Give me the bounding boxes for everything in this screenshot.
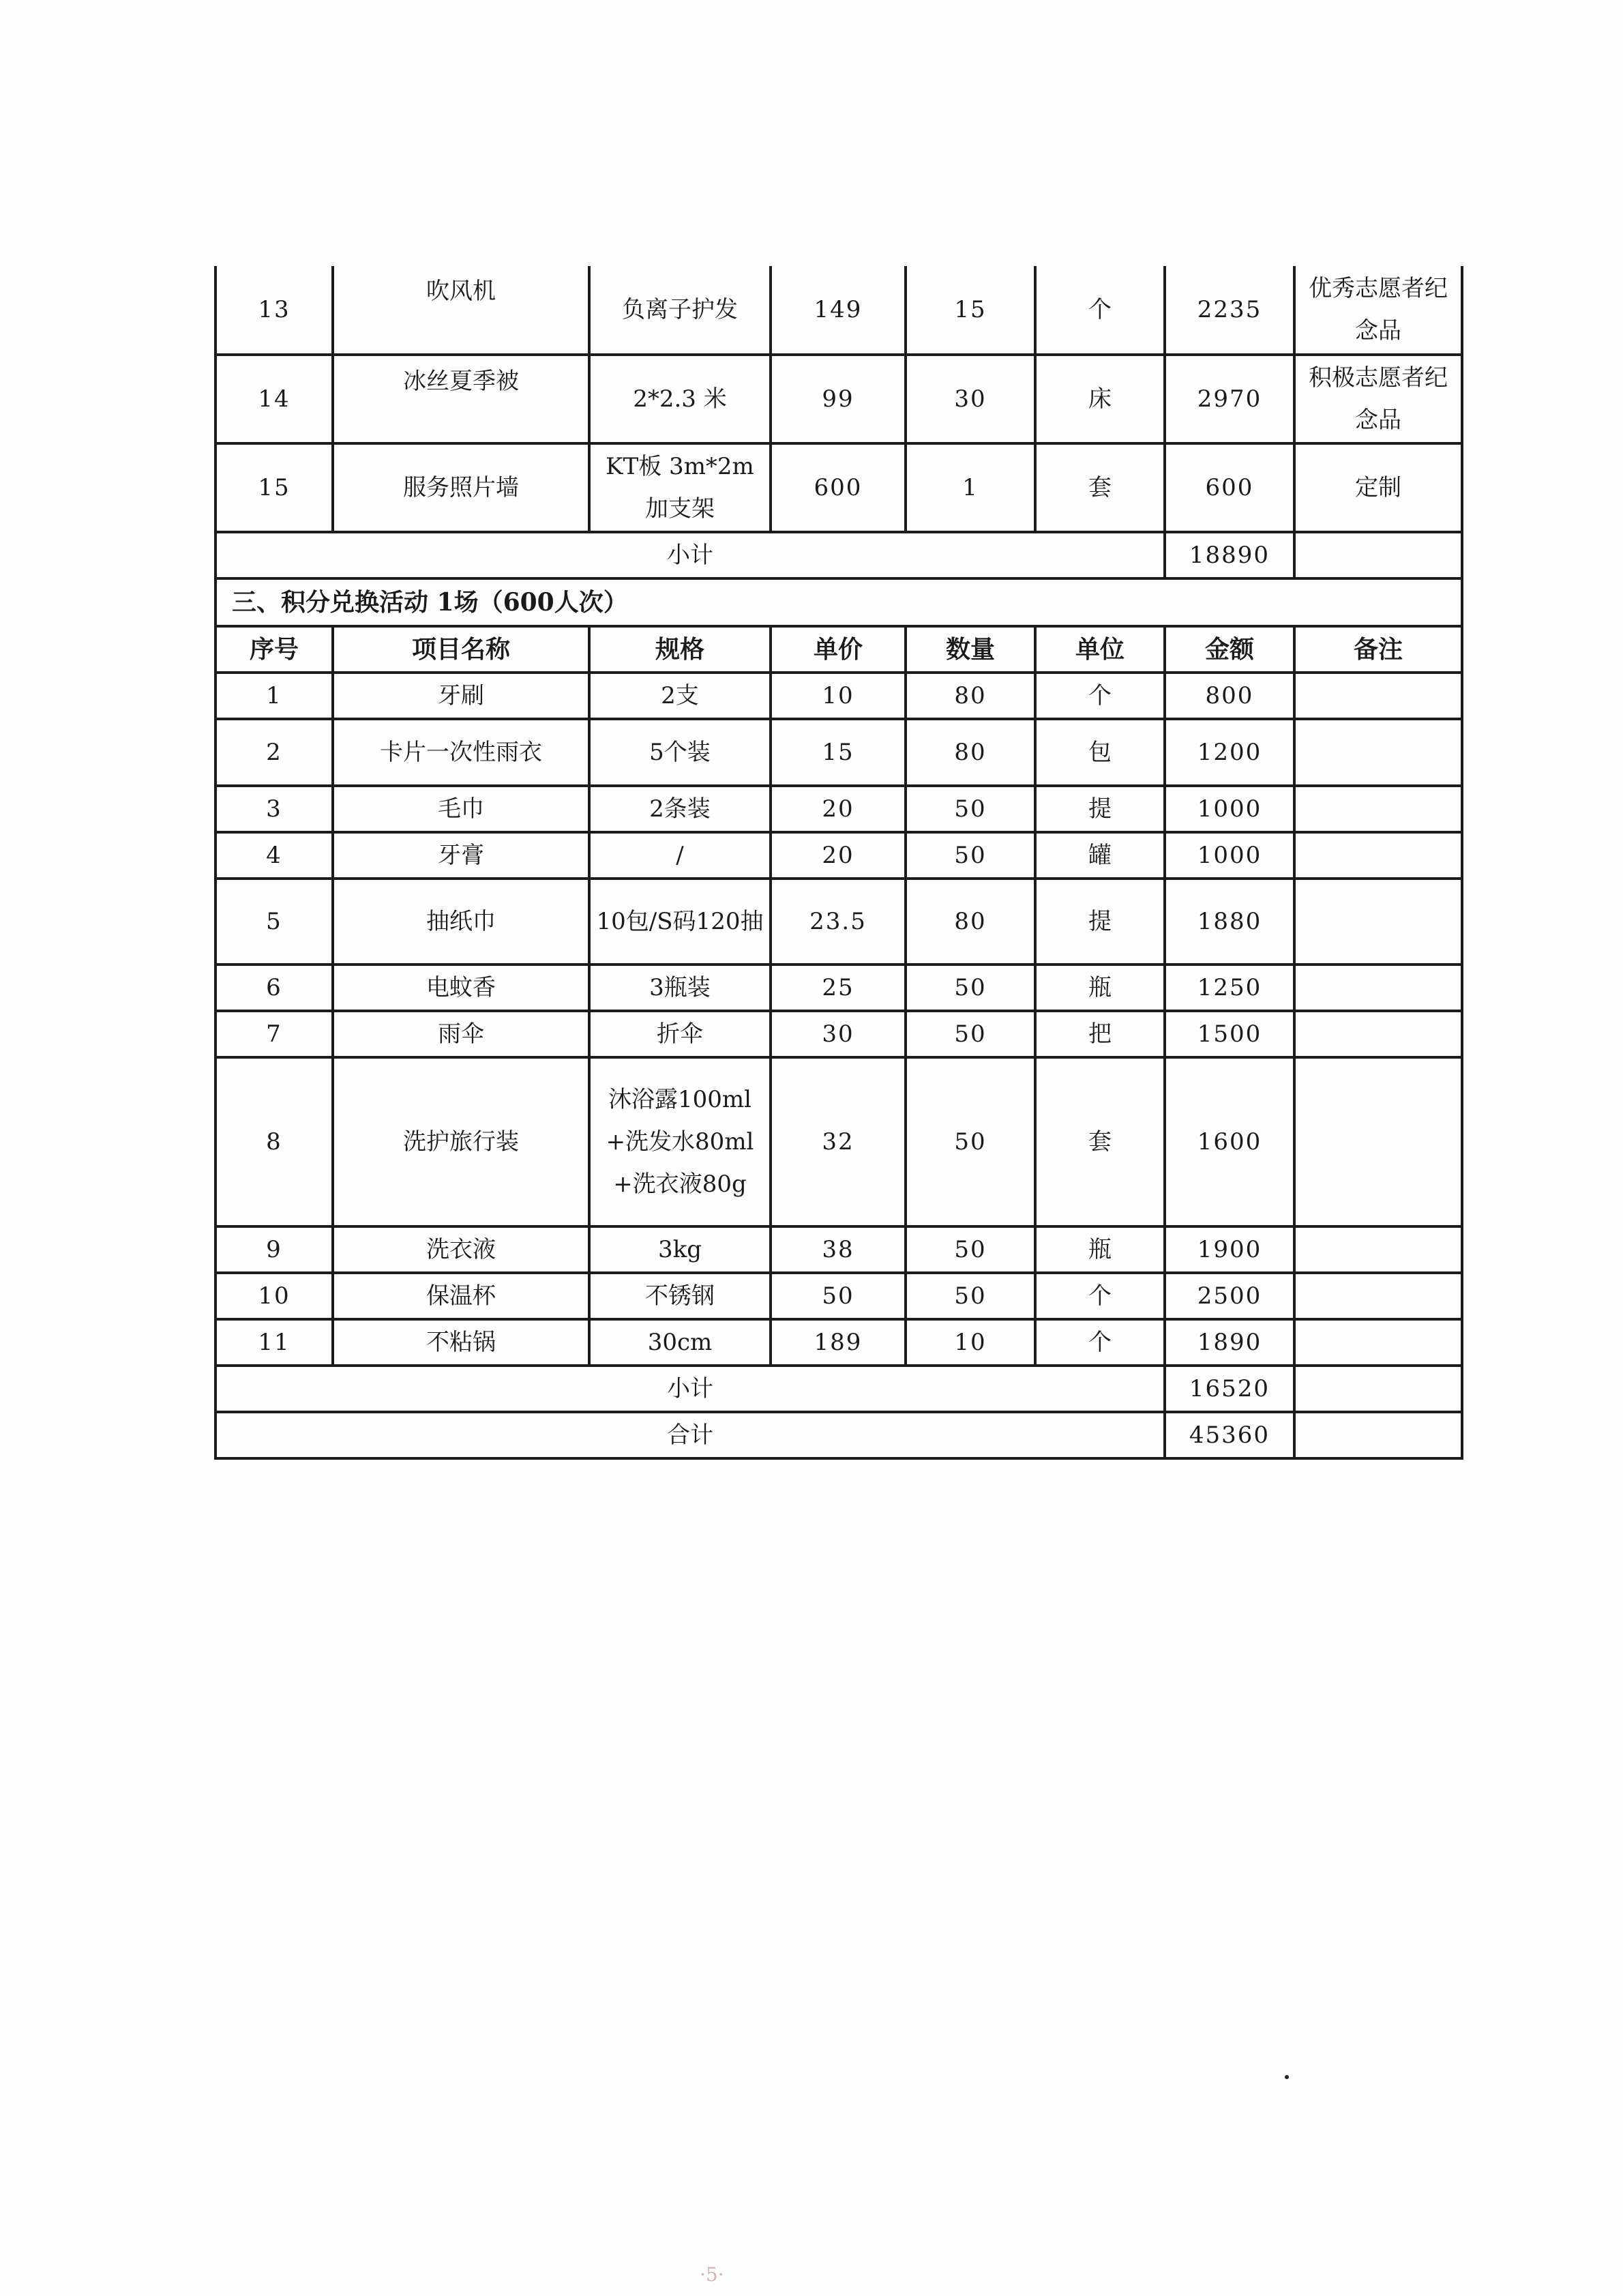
table-row bbox=[215, 965, 1462, 1011]
subtotal-row bbox=[215, 1366, 1462, 1412]
row-price: 20 bbox=[771, 786, 906, 832]
total-row bbox=[215, 1412, 1462, 1458]
row-qty: 80 bbox=[906, 673, 1035, 719]
row-name: 保温杯 bbox=[333, 1273, 589, 1319]
row-spec: 沐浴露100ml+洗发水80ml+洗衣液80g bbox=[589, 1057, 771, 1226]
row-price: 38 bbox=[771, 1226, 906, 1273]
row-spec: 折伞 bbox=[589, 1011, 771, 1057]
table-row bbox=[215, 786, 1462, 832]
section-title: 三、积分兑换活动 1场（600人次） bbox=[215, 578, 1462, 626]
row-spec: 负离子护发 bbox=[589, 266, 771, 355]
table-row bbox=[215, 673, 1462, 719]
subtotal-amount: 16520 bbox=[1165, 1366, 1294, 1412]
row-unit: 罐 bbox=[1035, 832, 1165, 879]
row-remark bbox=[1294, 879, 1462, 965]
row-remark bbox=[1294, 1057, 1462, 1226]
row-name: 服务照片墙 bbox=[333, 443, 589, 532]
table-row bbox=[215, 266, 1462, 355]
row-price: 189 bbox=[771, 1319, 906, 1366]
row-price: 99 bbox=[771, 355, 906, 443]
row-name: 不粘锅 bbox=[333, 1319, 589, 1366]
row-spec: 不锈钢 bbox=[589, 1273, 771, 1319]
row-price: 600 bbox=[771, 443, 906, 532]
table-row bbox=[215, 1319, 1462, 1366]
row-unit: 个 bbox=[1035, 1319, 1165, 1366]
row-unit: 套 bbox=[1035, 1057, 1165, 1226]
table-row bbox=[215, 1057, 1462, 1226]
page-footer-mark: ·5· bbox=[700, 2263, 724, 2286]
row-no: 9 bbox=[215, 1226, 333, 1273]
row-name: 洗护旅行装 bbox=[333, 1057, 589, 1226]
row-unit: 个 bbox=[1035, 673, 1165, 719]
row-qty: 50 bbox=[906, 1273, 1035, 1319]
row-remark bbox=[1294, 673, 1462, 719]
row-price: 10 bbox=[771, 673, 906, 719]
row-no: 3 bbox=[215, 786, 333, 832]
row-remark: 优秀志愿者纪念品 bbox=[1294, 266, 1462, 355]
header-amount: 金额 bbox=[1165, 626, 1294, 673]
row-spec: 10包/S码120抽 bbox=[589, 879, 771, 965]
budget-table bbox=[214, 266, 1463, 1460]
row-qty: 50 bbox=[906, 786, 1035, 832]
row-unit: 个 bbox=[1035, 1273, 1165, 1319]
table-header-row bbox=[215, 626, 1462, 673]
row-spec: 2条装 bbox=[589, 786, 771, 832]
table-row bbox=[215, 1273, 1462, 1319]
row-no: 5 bbox=[215, 879, 333, 965]
row-remark: 积极志愿者纪念品 bbox=[1294, 355, 1462, 443]
row-spec: 5个装 bbox=[589, 719, 771, 786]
subtotal-label: 小计 bbox=[215, 1366, 1165, 1412]
row-amount: 1600 bbox=[1165, 1057, 1294, 1226]
table-row bbox=[215, 355, 1462, 443]
row-remark bbox=[1294, 965, 1462, 1011]
row-amount: 1500 bbox=[1165, 1011, 1294, 1057]
row-spec: KT板 3m*2m加支架 bbox=[589, 443, 771, 532]
row-name: 雨伞 bbox=[333, 1011, 589, 1057]
row-no: 14 bbox=[215, 355, 333, 443]
row-no: 2 bbox=[215, 719, 333, 786]
row-qty: 15 bbox=[906, 266, 1035, 355]
row-name: 电蚊香 bbox=[333, 965, 589, 1011]
row-qty: 10 bbox=[906, 1319, 1035, 1366]
row-no: 11 bbox=[215, 1319, 333, 1366]
row-amount: 1880 bbox=[1165, 879, 1294, 965]
row-name: 毛巾 bbox=[333, 786, 589, 832]
table-row bbox=[215, 832, 1462, 879]
table-row bbox=[215, 443, 1462, 532]
row-qty: 50 bbox=[906, 1226, 1035, 1273]
table-row bbox=[215, 879, 1462, 965]
row-no: 1 bbox=[215, 673, 333, 719]
row-price: 15 bbox=[771, 719, 906, 786]
row-remark bbox=[1294, 786, 1462, 832]
row-name: 牙刷 bbox=[333, 673, 589, 719]
subtotal-label: 小计 bbox=[215, 532, 1165, 578]
row-qty: 1 bbox=[906, 443, 1035, 532]
row-name: 牙膏 bbox=[333, 832, 589, 879]
row-no: 10 bbox=[215, 1273, 333, 1319]
row-spec: 2*2.3 米 bbox=[589, 355, 771, 443]
row-price: 25 bbox=[771, 965, 906, 1011]
row-name: 吹风机 bbox=[333, 266, 589, 355]
total-remark bbox=[1294, 1412, 1462, 1458]
total-amount: 45360 bbox=[1165, 1412, 1294, 1458]
table-row bbox=[215, 719, 1462, 786]
subtotal-amount: 18890 bbox=[1165, 532, 1294, 578]
header-spec: 规格 bbox=[589, 626, 771, 673]
row-remark: 定制 bbox=[1294, 443, 1462, 532]
row-no: 15 bbox=[215, 443, 333, 532]
row-no: 7 bbox=[215, 1011, 333, 1057]
section-title-row bbox=[215, 578, 1462, 626]
total-label: 合计 bbox=[215, 1412, 1165, 1458]
row-amount: 1200 bbox=[1165, 719, 1294, 786]
row-unit: 提 bbox=[1035, 879, 1165, 965]
table-row bbox=[215, 1226, 1462, 1273]
row-spec: 2支 bbox=[589, 673, 771, 719]
header-unit: 单位 bbox=[1035, 626, 1165, 673]
row-amount: 1000 bbox=[1165, 832, 1294, 879]
row-price: 20 bbox=[771, 832, 906, 879]
header-no: 序号 bbox=[215, 626, 333, 673]
row-amount: 1900 bbox=[1165, 1226, 1294, 1273]
row-unit: 把 bbox=[1035, 1011, 1165, 1057]
row-unit: 包 bbox=[1035, 719, 1165, 786]
row-qty: 30 bbox=[906, 355, 1035, 443]
row-remark bbox=[1294, 1226, 1462, 1273]
row-remark bbox=[1294, 1011, 1462, 1057]
row-remark bbox=[1294, 719, 1462, 786]
row-unit: 套 bbox=[1035, 443, 1165, 532]
subtotal-remark bbox=[1294, 1366, 1462, 1412]
row-spec: 3瓶装 bbox=[589, 965, 771, 1011]
row-no: 4 bbox=[215, 832, 333, 879]
row-amount: 1890 bbox=[1165, 1319, 1294, 1366]
row-unit: 瓶 bbox=[1035, 1226, 1165, 1273]
scan-speck bbox=[1285, 2075, 1289, 2079]
row-spec: / bbox=[589, 832, 771, 879]
row-unit: 个 bbox=[1035, 266, 1165, 355]
row-unit: 床 bbox=[1035, 355, 1165, 443]
row-name: 抽纸巾 bbox=[333, 879, 589, 965]
row-price: 23.5 bbox=[771, 879, 906, 965]
row-unit: 瓶 bbox=[1035, 965, 1165, 1011]
row-qty: 80 bbox=[906, 879, 1035, 965]
row-no: 8 bbox=[215, 1057, 333, 1226]
row-name: 冰丝夏季被 bbox=[333, 355, 589, 443]
row-amount: 2970 bbox=[1165, 355, 1294, 443]
subtotal-remark bbox=[1294, 532, 1462, 578]
row-qty: 80 bbox=[906, 719, 1035, 786]
row-name: 洗衣液 bbox=[333, 1226, 589, 1273]
row-price: 30 bbox=[771, 1011, 906, 1057]
row-qty: 50 bbox=[906, 1011, 1035, 1057]
row-amount: 2500 bbox=[1165, 1273, 1294, 1319]
row-no: 13 bbox=[215, 266, 333, 355]
row-qty: 50 bbox=[906, 832, 1035, 879]
row-qty: 50 bbox=[906, 1057, 1035, 1226]
row-remark bbox=[1294, 1273, 1462, 1319]
row-amount: 600 bbox=[1165, 443, 1294, 532]
row-name: 卡片一次性雨衣 bbox=[333, 719, 589, 786]
header-name: 项目名称 bbox=[333, 626, 589, 673]
row-spec: 30cm bbox=[589, 1319, 771, 1366]
row-amount: 1000 bbox=[1165, 786, 1294, 832]
row-price: 149 bbox=[771, 266, 906, 355]
row-price: 50 bbox=[771, 1273, 906, 1319]
header-qty: 数量 bbox=[906, 626, 1035, 673]
table-row bbox=[215, 1011, 1462, 1057]
row-amount: 1250 bbox=[1165, 965, 1294, 1011]
row-price: 32 bbox=[771, 1057, 906, 1226]
row-remark bbox=[1294, 1319, 1462, 1366]
row-amount: 800 bbox=[1165, 673, 1294, 719]
row-no: 6 bbox=[215, 965, 333, 1011]
row-spec: 3kg bbox=[589, 1226, 771, 1273]
header-remark: 备注 bbox=[1294, 626, 1462, 673]
header-price: 单价 bbox=[771, 626, 906, 673]
row-remark bbox=[1294, 832, 1462, 879]
subtotal-row bbox=[215, 532, 1462, 578]
row-amount: 2235 bbox=[1165, 266, 1294, 355]
row-unit: 提 bbox=[1035, 786, 1165, 832]
row-qty: 50 bbox=[906, 965, 1035, 1011]
